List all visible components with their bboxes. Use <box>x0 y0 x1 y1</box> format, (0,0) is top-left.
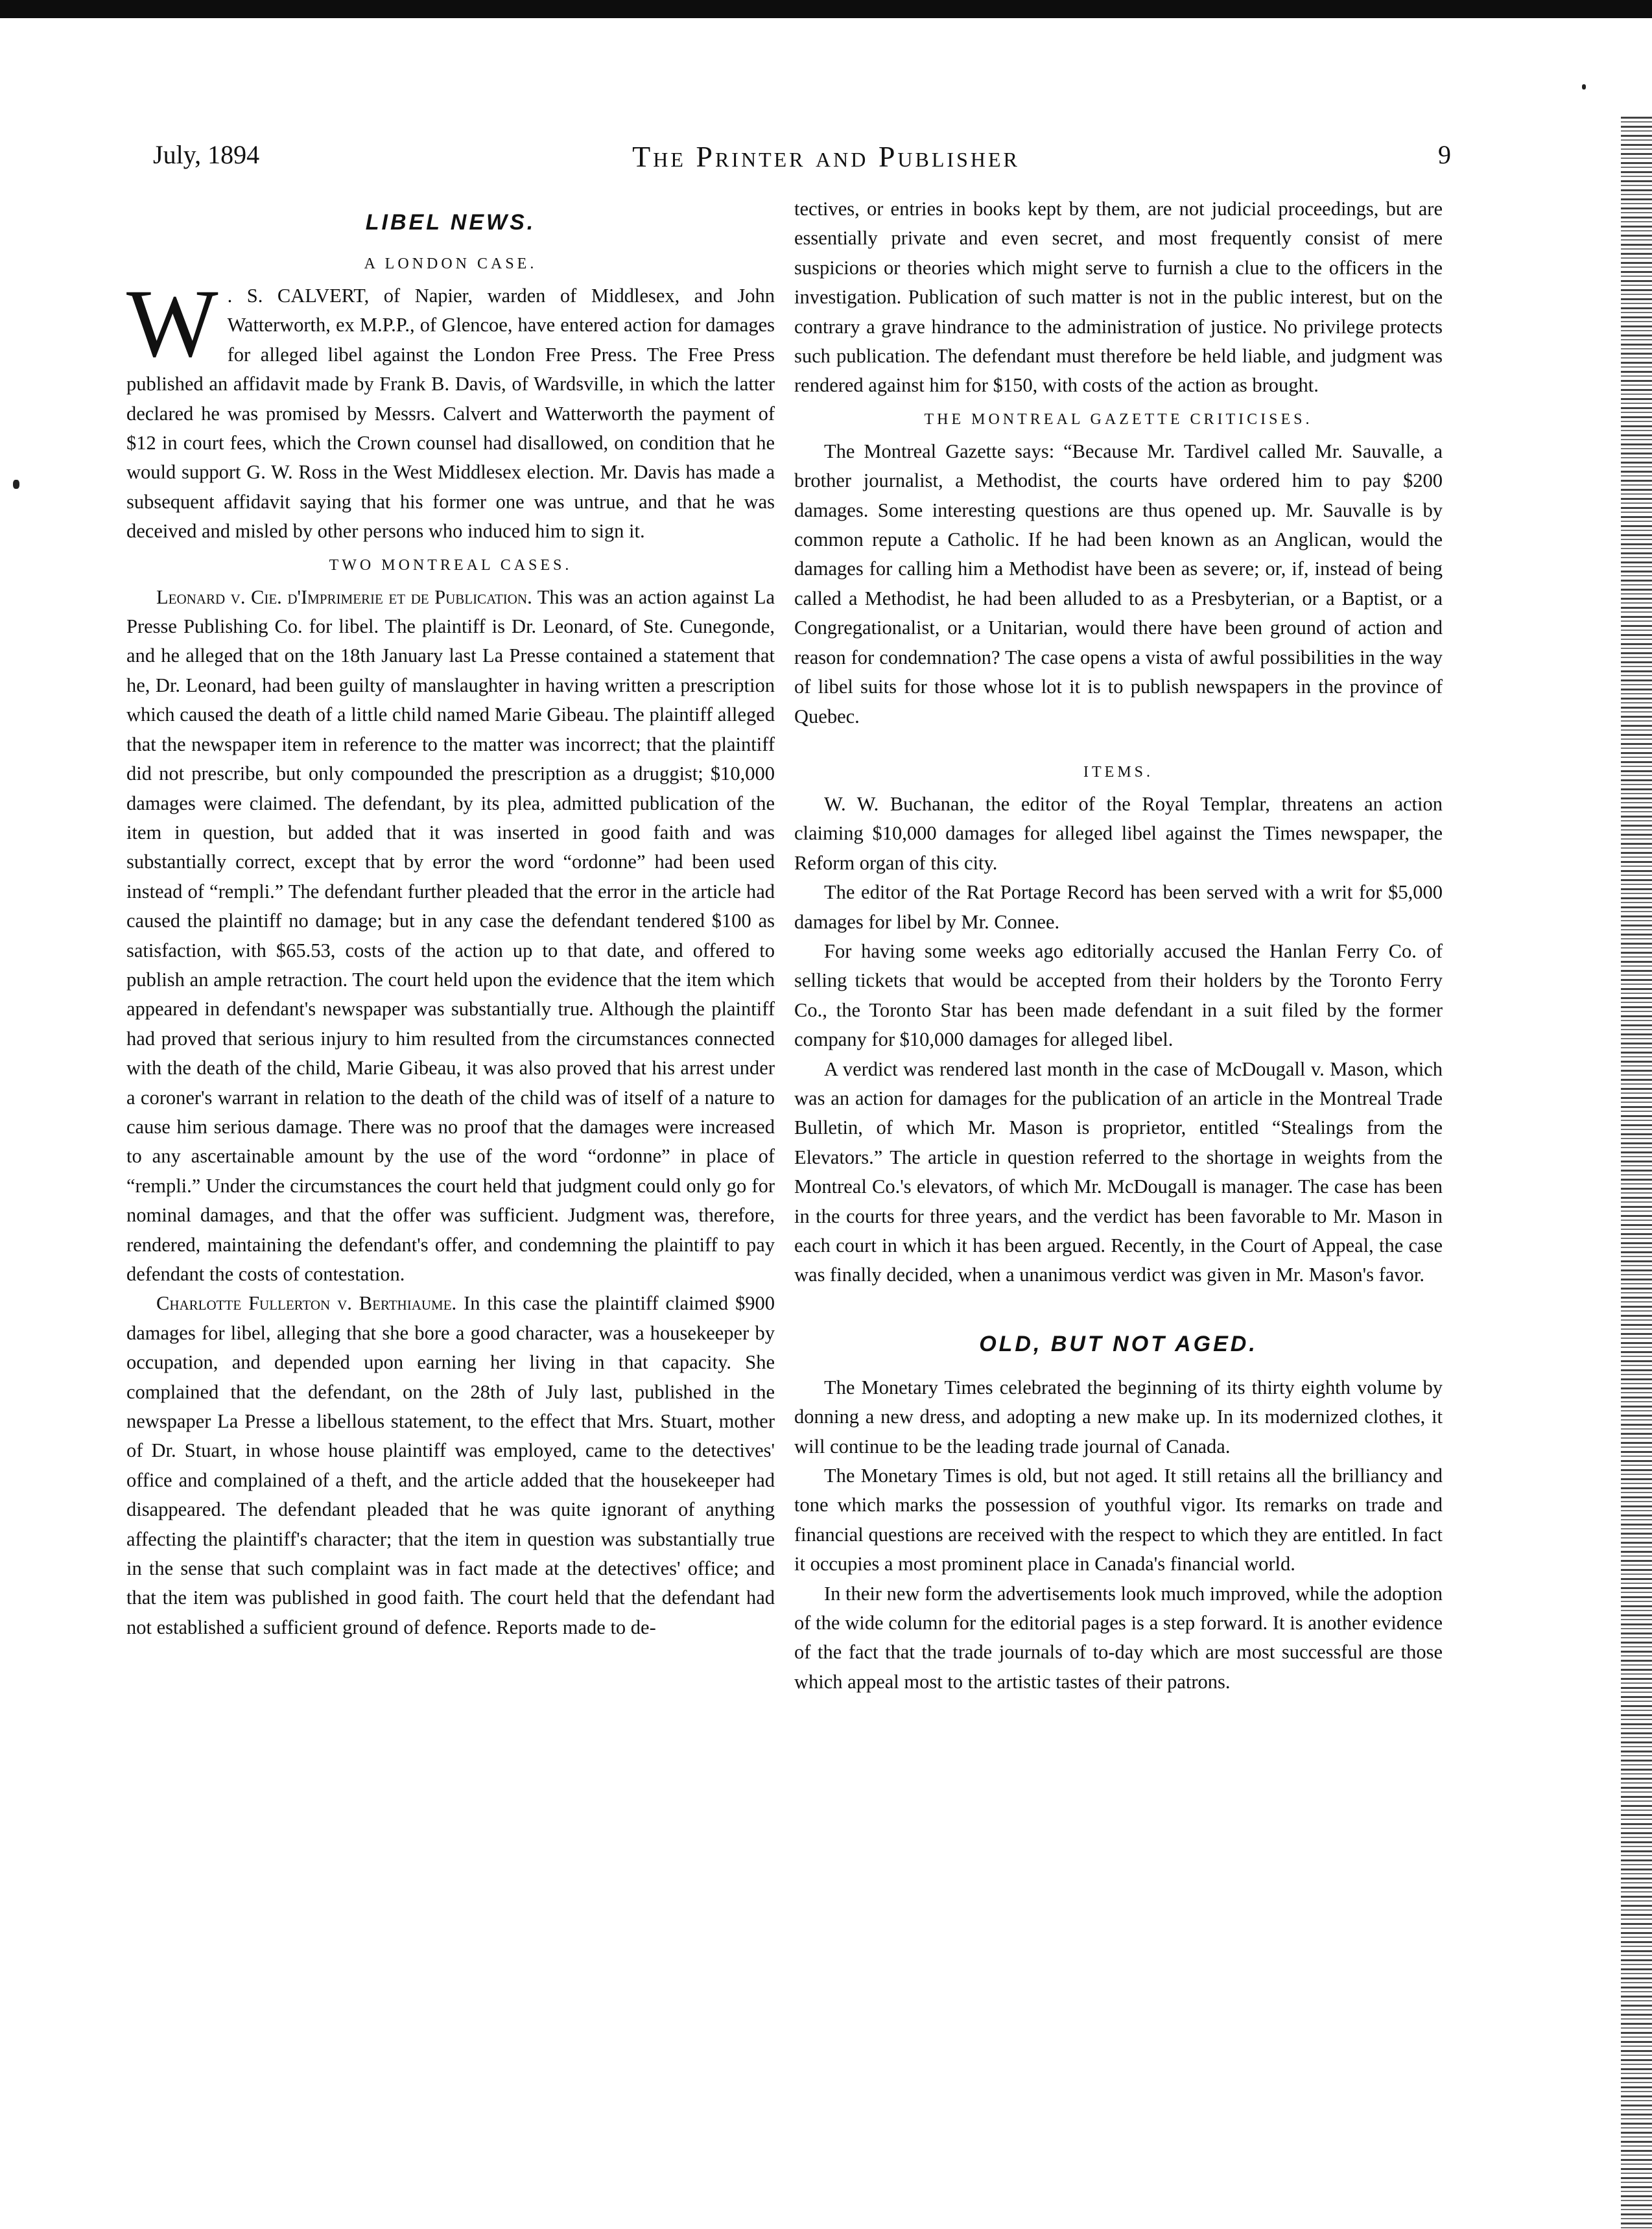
article-monetary-times-1: The Monetary Times celebrated the beginning of its thirty eighth volume by donning a new dress, and adopting a new make up. In its modernized clothes, it will continue to be the leading trade journal of Canada. <box>794 1376 1443 1457</box>
subheading-two-montreal-cases: TWO MONTREAL CASES. <box>329 556 572 574</box>
journal-title: The Printer and Publisher <box>632 140 1020 173</box>
article-fullerton-continued: tectives, or entries in books kept by them, are not judicial proceedings, but are essentially private and even secret, and most frequently consist of mere suspicions or theories which might serve to furnish a clue to the officers in the investigation. Publication of such matter is not in the public interest, but on the contrary a grave hindrance to the administration of justice. No privilege protects such publication. The defendant must therefore be held liable, and judgment was rendered against him for $150, with costs of the action as brought. <box>794 198 1443 397</box>
item-toronto-star: For having some weeks ago editorially accused the Hanlan Ferry Co. of selling tickets that would be accepted from their holders by the Toronto Ferry Co., the Toronto Star has been made defendant in a suit filed by the former company for $10,000 damages for alleged libel. <box>794 939 1443 1051</box>
issue-date: July, 1894 <box>153 140 260 169</box>
running-head <box>0 139 1652 172</box>
scan-speck <box>13 480 19 489</box>
spacer <box>794 1290 1443 1329</box>
item-mcdougall-mason: A verdict was rendered last month in the case of McDougall v. Mason, which was an action for damages for the publication of an article in the Montreal Trade Bulletin, of which Mr. Mason is proprietor, entitled “Stealings from the Elevators.” The article in question referred to the shortage in weights from the Montreal Co.'s elevators, of which Mr. McDougall is manager. The case has been in the courts for three years, and the verdict has been favorable to Mr. Mason in each court in which it has been argued. Recently, in the Court of Appeal, the case was finally decided, when a unanimous verdict was given in Mr. Mason's favor. <box>794 1057 1443 1286</box>
section-heading-old-but-not-aged: OLD, BUT NOT AGED. <box>979 1331 1258 1356</box>
spacer <box>794 731 1443 753</box>
article-london-case <box>126 270 775 547</box>
article-leonard-text: This was an action against La Presse Publishing Co. for libel. The plaintiff is Dr. Leonard, of Ste. Cunegonde, and he alleged that on the 18th January last La Presse contained a statement that he, Dr. Leonard, had been guilty of manslaughter in having written a prescription which caused the death of a little child named Marie Gibeau. The plaintiff alleged that the newspaper item in reference to the matter was incorrect; that the plaintiff did not prescribe, but only compounded the prescription as a druggist; $10,000 damages were claimed. The defendant, by its plea, admitted publication of the item in question, but added that it was inserted in good faith and was substantially correct, except that by error the word “ordonne” had been used instead of “rempli.” The defendant further pleaded that the error in the article had caused the plaintiff no damage; but in any case the defendant tendered $100 as satisfaction, with $65.53, costs of the action up to that date, and offered to publish an ample retraction. The court held upon the evidence that the item which appeared in defendant's newspaper was substantially true. Although the plaintiff had proved that serious injury to him resulted from the circumstances connected with the death of the child, Marie Gibeau, it was also proved that his arrest under a coroner's warrant in relation to the death of the child was of itself of a nature to cause him serious damage. There was no proof that the damages were increased to any ascertainable amount by the use of the word “ordonne” in place of “rempli.” Under the circumstances the court held that judgment could only go for nominal damages, and that the offer was sufficient. Judgment was, therefore, rendered, maintaining the defendant's offer, and condemning the plaintiff to pay defendant the costs of contestation. <box>126 585 775 1285</box>
drop-cap: W <box>126 270 218 377</box>
article-london-case-text: . S. CALVERT, of Napier, warden of Middlesex, and John Watterworth, ex M.P.P., of Glencoe, have entered action for damages for alleged libel against the London Free Press. The Free Press published an affidavit made by Frank B. Davis, of Wardsville, in which the latter declared he was promised by Messrs. Calvert and Watterworth the payment of $12 in court fees, which the Crown counsel had disallowed, on condition that he would support G. W. Ross in the West Middlesex election. Mr. Davis has made a subsequent affidavit saying that his former one was untrue, and that he was deceived and misled by other persons who induced him to sign it. <box>126 285 775 543</box>
scanned-page-edge <box>1621 117 1652 2229</box>
top-rule <box>0 0 1652 18</box>
case-title-leonard: Leonard v. Cie. d'Imprimerie et de Publication. <box>156 585 532 608</box>
subheading-items: ITEMS. <box>1083 763 1153 781</box>
left-column <box>126 207 775 1642</box>
article-monetary-times-3: In their new form the advertisements look much improved, while the adoption of the wide column for the editorial pages is a step forward. It is another evidence of the fact that the trade journals of to-day which are most successful are those which appeal most to the artistic tastes of their patrons. <box>794 1582 1443 1693</box>
case-title-fullerton: Charlotte Fullerton v. Berthiaume. <box>156 1292 457 1315</box>
right-column <box>794 195 1443 1697</box>
article-fullerton-text: In this case the plaintiff claimed $900 damages for libel, alleging that she bore a good character, was a housekeeper by occupation, and depended upon earning her living in that capacity. She complained that the defendant, on the 28th of July last, published in the newspaper La Presse a libellous statement, to the effect that Mrs. Stuart, mother of Dr. Stuart, in whose house plaintiff was employed, came to the detectives' office and complained of a theft, and the article added that the housekeeper had disappeared. The defendant pleaded that he was quite ignorant of anything affecting the plaintiff's character; that the item in question was substantially true in the sense that such complaint was in fact made at the detectives' office; and that the item was published in good faith. The court held that the defendant had not established a sufficient ground of defence. Reports made to de- <box>126 1292 775 1638</box>
article-monetary-times-2: The Monetary Times is old, but not aged. It still retains all the brilliancy and tone which marks the possession of youthful vigor. Its remarks on trade and financial questions are received with the respect to which they are entitled. In fact it occupies a most prominent place in Canada's financial world. <box>794 1465 1443 1575</box>
page-number: 9 <box>1438 140 1451 169</box>
article-leonard-case <box>126 583 775 1290</box>
item-buchanan: W. W. Buchanan, the editor of the Royal Templar, threatens an action claiming $10,000 damages for alleged libel against the Times newspaper, the Reform organ of this city. <box>794 792 1443 874</box>
item-rat-portage: The editor of the Rat Portage Record has been served with a writ for $5,000 damages for libel by Mr. Connee. <box>794 881 1443 933</box>
article-fullerton-case <box>126 1289 775 1642</box>
subheading-gazette-criticises: THE MONTREAL GAZETTE CRITICISES. <box>924 410 1313 428</box>
scan-speck <box>1582 84 1586 89</box>
article-gazette: The Montreal Gazette says: “Because Mr. Tardivel called Mr. Sauvalle, a brother journalist, a Methodist, the courts have ordered him to pay $200 damages. Some interesting questions are thus opened up. Mr. Sauvalle is by common repute a Catholic. If he had been known as an Anglican, would the damages for calling him a Methodist have been as severe; or, if, instead of being called a Methodist, he had been alluded to as a Presbyterian, or a Baptist, or a Congregationalist, or a Unitarian, would there have been ground of action and reason for condemnation? The case opens a vista of awful possibilities in the way of libel suits for those whose lot it is to publish newspapers in the province of Quebec. <box>794 440 1443 727</box>
subheading-london-case: A LONDON CASE. <box>364 255 537 272</box>
section-heading-libel-news: LIBEL NEWS. <box>365 210 536 235</box>
